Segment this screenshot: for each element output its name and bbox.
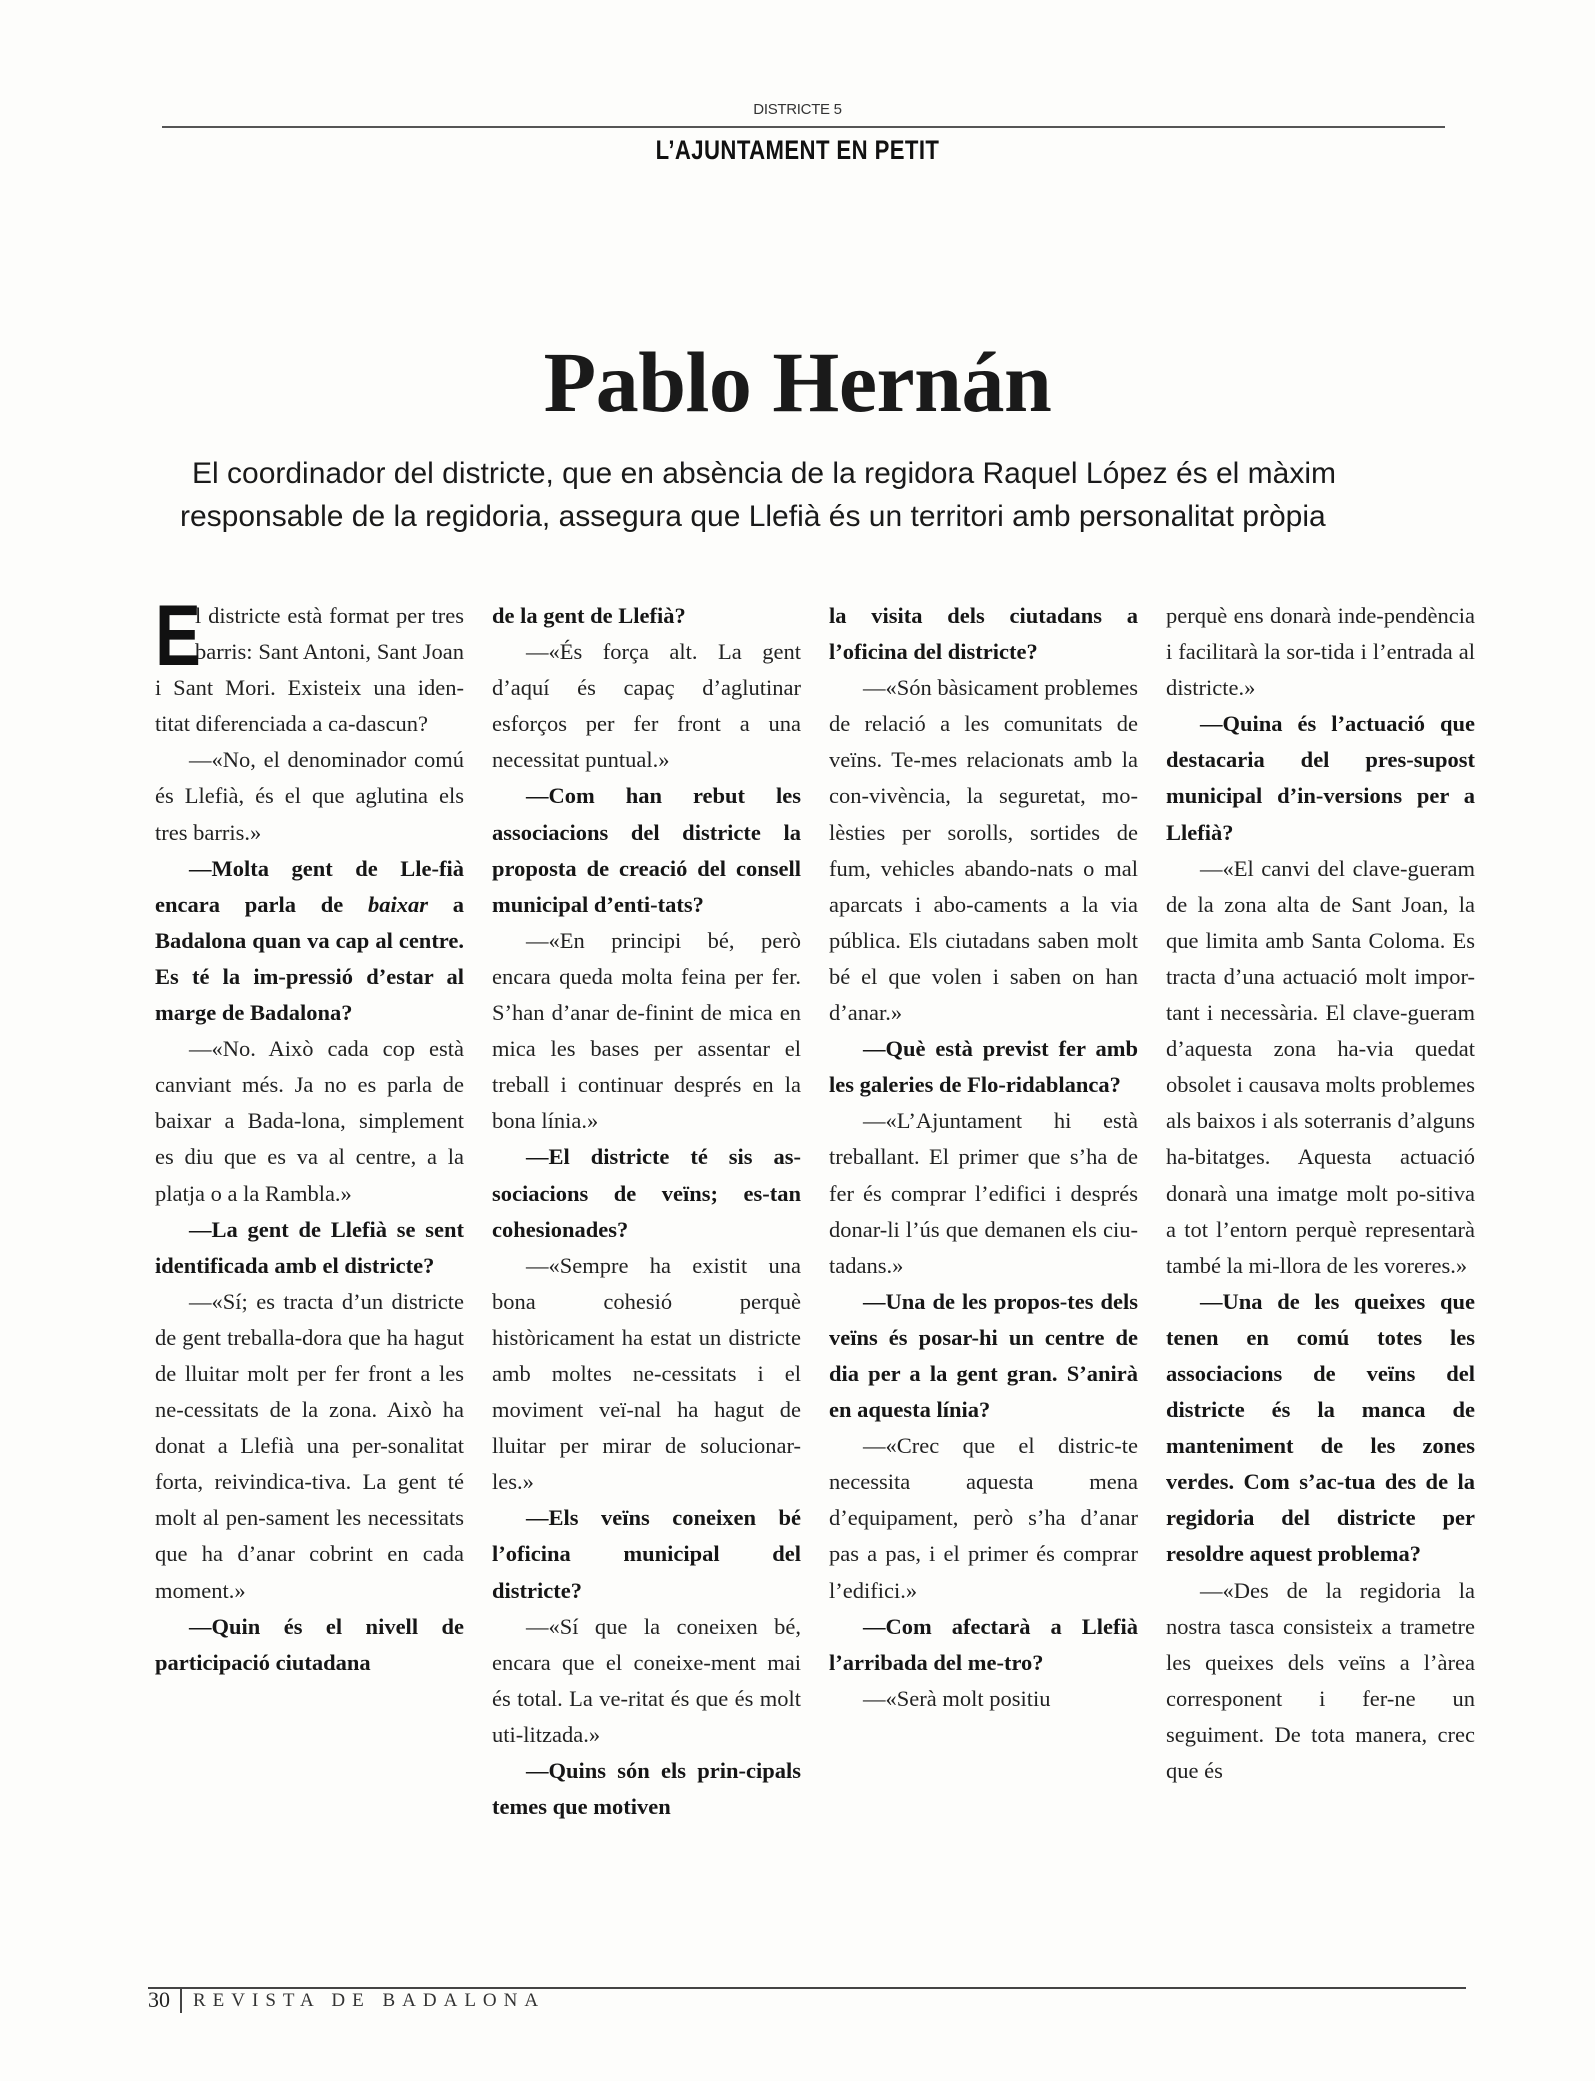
column-4 [1166,598,1475,1958]
interview-question: —Com afectarà a Llefià l’arribada del me-tro? [829,1613,1138,1675]
interview-question: —Quins són els prin-cipals temes que motiven [492,1758,801,1820]
interview-answer: —«És força alt. La gent d’aquí és capaç d’aglutinar esforços per fer front a una necessitat puntual.» [492,639,801,773]
interview-answer: —«Sempre ha existit una bona cohesió perquè històricament ha estat un districte amb moltes ne-cessitats i el moviment veï-nal ha hagut de lluitar per mirar de solucionar-les.» [492,1252,801,1495]
section-label: DISTRICTE 5 [753,101,842,118]
article-body [155,588,1475,1958]
interview-answer: —«Serà molt positiu [863,1685,1051,1711]
interview-answer: —«Crec que el distric-te necessita aquesta mena d’equipament, però s’ha d’anar pas a pas, i el primer és comprar l’edifici.» [829,1433,1138,1603]
interview-question: —Quina és l’actuació que destacaria del pres-supost municipal d’in-versions per a Llefià? [1166,711,1475,845]
interview-answer: perquè ens donarà inde-pendència i facilitarà la sor-tida i l’entrada al districte.» [1166,603,1475,701]
column-3 [829,598,1138,1958]
interview-question: —El districte té sis as-sociacions de veïns; es-tan cohesionades? [492,1144,801,1242]
subtitle-line-1: El coordinador del districte, que en absència de la regidora Raquel López és el màxim [192,457,1336,490]
interview-question: —La gent de Llefià se sent identificada amb el districte? [155,1216,464,1278]
column-1 [155,588,464,1958]
interview-question: —Què està previst fer amb les galeries de Flo-ridablanca? [829,1036,1138,1098]
footer-rule [148,1987,1466,1989]
article-subtitle [180,452,1470,538]
interview-question: —Com han rebut les associacions del districte la proposta de creació del consell municipal d’enti-tats? [492,783,801,917]
interview-answer: —«No, el denominador comú és Llefià, és el que aglutina els tres barris.» [155,747,464,845]
interview-answer: —«En principi bé, però encara queda molta feina per fer. S’han d’anar de-finint de mica en mica les bases per assentar el treball i continuar després en la bona línia.» [492,927,801,1134]
interview-question: —Els veïns coneixen bé l’oficina municipal del districte? [492,1505,801,1603]
italic-term: baixar [367,891,428,917]
interview-question: —Una de les propos-tes dels veïns és posar-hi un centre de dia per a la gent gran. S’anirà en aquesta línia? [829,1288,1138,1423]
magazine-name: REVISTA DE BADALONA [193,1990,546,2011]
interview-question: la visita dels ciutadans a l’oficina del districte? [829,603,1138,665]
article-title: Pablo Hernán [543,334,1052,430]
interview-question: —Una de les queixes que tenen en comú totes les associacions de veïns del districte és la manca de manteniment de les zones verdes. Com s’ac-tua des de la regidoria del districte per resoldre aquest problema? [1166,1288,1475,1567]
interview-answer: —«Són bàsicament problemes de relació a les comunitats de veïns. Te-mes relacionats amb la con-vivència, la seguretat, mo-lèsties per sorolls, sortides de fum, vehicles abando-nats o mal aparcats i abo-caments a la via pública. Els ciutadans saben molt bé el que volen i saben on han d’anar.» [829,675,1138,1026]
interview-answer: —«L’Ajuntament hi està treballant. El primer que s’ha de fer és comprar l’edifici i després donar-li l’ús que demanen els ciu-tadans.» [829,1108,1138,1278]
top-rule [162,126,1445,128]
interview-answer: —«No. Això cada cop està canviant més. Ja no es parla de baixar a Bada-lona, simplement es diu que es va al centre, a la platja o a la Rambla.» [155,1036,464,1206]
page-number: 30 [148,1987,170,2012]
subtitle-line-2: responsable de la regidoria, assegura que Llefià és un territori amb personalitat pròpia [180,500,1326,533]
interview-answer: —«Sí que la coneixen bé, encara que el coneixe-ment mai és total. La ve-ritat és que és molt uti-litzada.» [492,1613,801,1747]
interview-answer: —«Sí; es tracta d’un districte de gent treballa-dora que ha hagut de lluitar molt per fer front a les ne-cessitats de la zona. Això ha donat a Llefià una per-sonalitat forta, reivindica-tiva. La gent té molt al pen-sament les necessitats que ha d’anar cobrint en cada moment.» [155,1288,464,1603]
footer-divider [180,1987,182,2013]
kicker-heading: L’AJUNTAMENT EN PETIT [655,135,940,165]
interview-answer: —«Des de la regidoria la nostra tasca consisteix a trametre les queixes dels veïns a l’àrea corresponent i fer-ne un seguiment. De tota manera, crec que és [1166,1577,1475,1783]
interview-answer: —«El canvi del clave-gueram de la zona alta de Sant Joan, la que limita amb Santa Coloma. Es tracta d’una actuació molt impor-tant i necessària. El clave-gueram d’aquesta zona ha-via quedat obsolet i causava molts problemes als baixos i als soterranis d’alguns ha-bitatges. Aquesta actuació donarà una imatge molt po-sitiva a tot l’entorn perquè representarà també la mi-llora de les voreres.» [1166,855,1475,1278]
interview-question: —Molta gent de Lle-fià encara parla de baixar a Badalona quan va cap al centre. Es té la im-pressió d’estar al marge de Badalona? [155,855,464,1026]
drop-cap: E [155,588,201,684]
interview-question: de la gent de Llefià? [492,603,686,628]
interview-answer: l districte està format per tres barris: Sant Antoni, Sant Joan i Sant Mori. Existeix una iden-titat diferenciada a ca-dascun? [155,603,464,737]
column-2 [492,598,801,1958]
interview-question: —Quin és el nivell de participació ciutadana [155,1613,464,1675]
